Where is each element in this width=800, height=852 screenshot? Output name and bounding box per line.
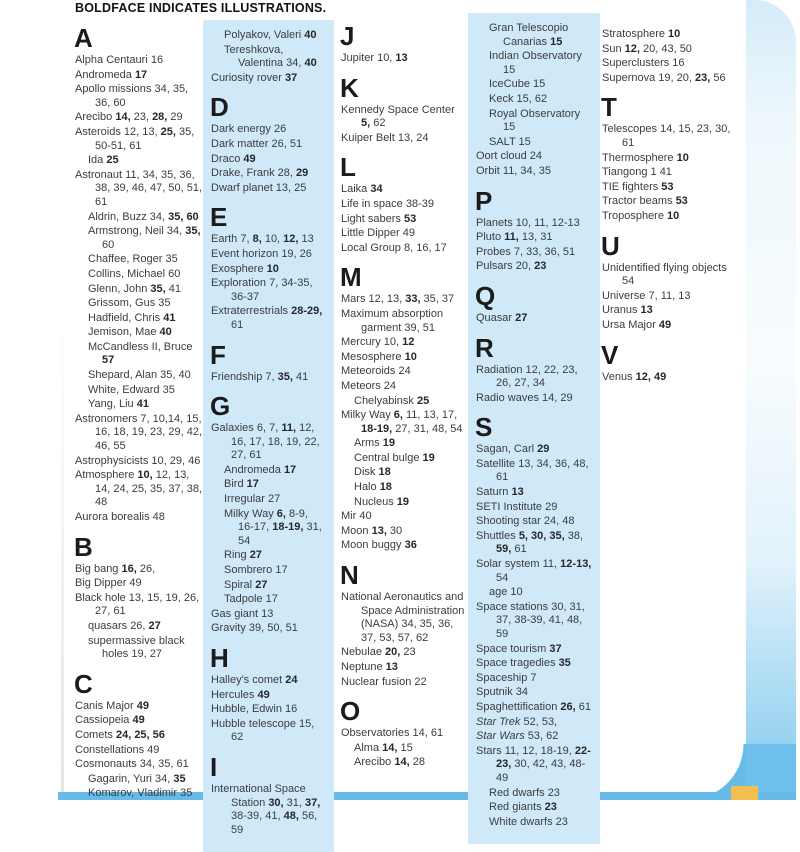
index-entry: Maximum absorption garment 39, 51 <box>341 307 444 334</box>
index-entry: Little Dipper 49 <box>341 227 415 240</box>
index-entry: Chelyabinsk 25 <box>354 394 430 407</box>
index-entry: Jemison, Mae 40 <box>88 326 172 339</box>
index-entry: Friendship 7, 35, 41 <box>211 370 309 383</box>
index-entry: Stars 11, 12, 18-19, 22-23, 30, 42, 43, 48-49 <box>476 744 591 784</box>
letter-heading-b: B <box>74 531 93 562</box>
index-entry: Chaffee, Roger 35 <box>88 253 178 266</box>
index-entry: International Space Station 30, 31, 37, 38-39, 41, 48, 56, 59 <box>211 782 321 836</box>
index-entry: Radio waves 14, 29 <box>476 391 573 404</box>
index-entry: Canis Major 49 <box>75 699 149 712</box>
index-entry: Pulsars 20, 23 <box>476 260 547 273</box>
index-column-5 <box>602 28 742 385</box>
index-entry: Armstrong, Neil 34, 35, 60 <box>88 225 201 251</box>
index-entry: Jupiter 10, 13 <box>341 52 408 64</box>
index-entry: SALT 15 <box>489 135 531 148</box>
index-entry: Superclusters 16 <box>602 57 685 70</box>
index-entry: Shuttles 5, 30, 35, 38, 59, 61 <box>476 529 584 556</box>
index-entry: Gagarin, Yuri 34, 35 <box>88 772 186 785</box>
index-entry: Moon buggy 36 <box>341 539 417 552</box>
index-entry: Galaxies 6, 7, 11, 12, 16, 17, 18, 19, 22, 27, 61 <box>211 422 320 462</box>
index-entry: Komarov, Vladimir 35 <box>88 787 193 800</box>
index-entry: Meteors 24 <box>341 379 397 392</box>
index-entry: Aldrin, Buzz 34, 35, 60 <box>88 210 199 223</box>
index-entry: IceCube 15 <box>489 78 546 91</box>
index-entry: Atmosphere 10, 12, 13, 14, 24, 25, 35, 37, 38, 48 <box>75 469 203 509</box>
index-entry: Constellations 49 <box>75 743 160 756</box>
index-entry: Sputnik 34 <box>476 686 528 699</box>
index-entry: Comets 24, 25, 56 <box>75 728 165 741</box>
index-entry: Event horizon 19, 26 <box>211 247 312 260</box>
index-entry: Mars 12, 13, 33, 35, 37 <box>341 293 455 306</box>
index-entry: Astronomers 7, 10,14, 15, 16, 18, 19, 23, 29, 42, 46, 55 <box>75 412 203 453</box>
letter-heading-g: G <box>210 391 231 422</box>
index-entry: Supernova 19, 20, 23, 56 <box>602 71 726 84</box>
index-entry: Arecibo 14, 23, 28, 29 <box>75 111 183 124</box>
index-column-3 <box>341 22 466 771</box>
index-entry: Asteroids 12, 13, 25, 35, 50-51, 61 <box>75 125 195 152</box>
index-entry: Dwarf planet 13, 25 <box>211 181 307 194</box>
index-entry: Arecibo 14, 28 <box>354 756 425 769</box>
index-entry: Solar system 11, 12-13, 54 <box>476 558 592 584</box>
letter-heading-k: K <box>340 72 359 103</box>
index-entry: Star Trek 52, 53, <box>476 715 558 728</box>
index-entry: Exosphere 10 <box>211 262 279 275</box>
index-entry: Keck 15, 62 <box>489 92 548 105</box>
letter-heading-u: U <box>601 230 620 261</box>
index-entry: Hubble, Edwin 16 <box>211 703 298 716</box>
index-entry: Mercury 10, 12 <box>341 336 415 349</box>
index-entry: Tadpole 17 <box>224 593 278 606</box>
index-entry: Earth 7, 8, 10, 12, 13 <box>211 233 314 246</box>
letter-heading-o: O <box>340 696 361 727</box>
index-entry: Gas giant 13 <box>211 607 274 620</box>
letter-heading-m: M <box>340 262 362 293</box>
index-entry: Radiation 12, 22, 23, 26, 27, 34 <box>476 363 578 390</box>
letter-heading-l: L <box>340 152 356 183</box>
index-entry: Life in space 38-39 <box>341 197 434 210</box>
index-entry: Neptune 13 <box>341 661 398 673</box>
index-entry: age 10 <box>489 586 523 599</box>
index-entry: Grissom, Gus 35 <box>88 297 171 310</box>
index-entry: Dark energy 26 <box>211 123 287 136</box>
index-entry: Sombrero 17 <box>224 564 288 577</box>
index-entry: Sun 12, 20, 43, 50 <box>602 42 692 55</box>
index-entry: Arms 19 <box>354 437 395 450</box>
index-entry: Drake, Frank 28, 29 <box>211 167 309 180</box>
index-entry: Telescopes 14, 15, 23, 30, 61 <box>602 123 731 149</box>
index-entry: Andromeda 17 <box>75 68 148 81</box>
index-entry: Royal Observatory 15 <box>489 107 581 134</box>
index-entry: Meteoroids 24 <box>341 365 411 378</box>
index-entry: White dwarfs 23 <box>489 815 568 828</box>
index-entry: Orbit 11, 34, 35 <box>476 164 552 177</box>
index-entry: Light sabers 53 <box>341 212 417 225</box>
index-entry: Ring 27 <box>224 549 262 562</box>
index-column-2 <box>203 20 334 852</box>
index-entry: Irregular 27 <box>224 493 281 506</box>
index-entry: Draco 49 <box>211 152 256 165</box>
index-entry: Saturn 13 <box>476 486 524 499</box>
index-entry: Space tourism 37 <box>476 642 562 655</box>
index-entry: Andromeda 17 <box>224 463 297 476</box>
letter-heading-r: R <box>475 332 494 363</box>
index-entry: Kennedy Space Center 5, 62 <box>341 103 455 130</box>
index-entry: Observatories 14, 61 <box>341 727 444 740</box>
index-entry: Halo 18 <box>354 481 392 494</box>
index-entry: Collins, Michael 60 <box>88 267 181 280</box>
index-entry: Milky Way 6, 11, 13, 17, 18-19, 27, 31, 48, 54 <box>341 409 463 435</box>
index-entry: Exploration 7, 34-35, 36-37 <box>211 277 313 303</box>
index-entry: Gravity 39, 50, 51 <box>211 622 298 635</box>
index-entry: supermassive black holes 19, 27 <box>88 634 185 661</box>
index-entry: Satellite 13, 34, 36, 48, 61 <box>476 457 589 484</box>
index-entry: Astronaut 11, 34, 35, 36, 38, 39, 46, 47, 50, 51, 61 <box>75 168 203 208</box>
index-column-2-panel <box>203 20 334 852</box>
letter-heading-a: A <box>74 23 93 53</box>
index-entry: Tiangong 1 41 <box>602 166 672 179</box>
index-entry: Glenn, John 35, 41 <box>88 282 181 295</box>
index-entry: Milky Way 6, 8-9, 16-17, 18-19, 31, 54 <box>224 507 322 547</box>
index-entry: Venus 12, 49 <box>602 370 667 383</box>
index-entry: Dark matter 26, 51 <box>211 137 303 150</box>
index-entry: Cassiopeia 49 <box>75 714 145 727</box>
index-entry: Extraterrestrials 28-29, 61 <box>211 305 323 331</box>
index-entry: Big bang 16, 26, <box>75 562 156 575</box>
index-entry: Uranus 13 <box>602 304 653 317</box>
index-entry: Probes 7, 33, 36, 51 <box>476 245 576 258</box>
letter-heading-t: T <box>601 92 617 123</box>
index-entry: Nebulae 20, 23 <box>341 646 416 659</box>
letter-heading-p: P <box>475 185 493 216</box>
index-entry: Sagan, Carl 29 <box>476 443 550 456</box>
index-entry: Planets 10, 11, 12-13 <box>476 216 580 229</box>
index-entry: Black hole 13, 15, 19, 26, 27, 61 <box>75 591 200 618</box>
index-entry: Pluto 11, 13, 31 <box>476 231 553 244</box>
letter-heading-j: J <box>340 21 355 51</box>
index-entry: McCandless II, Bruce 57 <box>88 340 193 367</box>
index-entry: Ursa Major 49 <box>602 318 672 331</box>
letter-heading-d: D <box>210 92 229 123</box>
index-entry: TIE fighters 53 <box>602 180 674 193</box>
page-gutter-shadow <box>61 300 64 792</box>
index-entry: Apollo missions 34, 35, 36, 60 <box>75 83 189 109</box>
index-entry: Red giants 23 <box>489 801 557 814</box>
index-entry: Tractor beams 53 <box>602 195 688 208</box>
index-entry: Alma 14, 15 <box>354 741 413 754</box>
index-entry: Gran Telescopio Canarias 15 <box>489 22 569 48</box>
index-entry: White, Edward 35 <box>88 383 175 396</box>
index-entry: Central bulge 19 <box>354 451 435 464</box>
index-entry: quasars 26, 27 <box>88 619 161 632</box>
index-entry: Quasar 27 <box>476 311 528 324</box>
index-entry: Bird 17 <box>224 478 259 491</box>
index-entry: Nucleus 19 <box>354 495 410 508</box>
index-entry: Stratosphere 10 <box>602 28 681 40</box>
index-entry: Shooting star 24, 48 <box>476 515 575 528</box>
index-entry: National Aeronautics and Space Administration (NASA) 34, 35, 36, 37, 53, 57, 62 <box>341 591 465 644</box>
index-entry: Tereshkova, Valentina 34, 40 <box>224 43 317 70</box>
letter-heading-n: N <box>340 560 359 591</box>
letter-heading-v: V <box>601 339 619 370</box>
index-entry: Polyakov, Valeri 40 <box>224 29 317 41</box>
cover-accent-tab <box>731 786 758 800</box>
index-entry: Space stations 30, 31, 37, 38-39, 41, 48, 59 <box>476 600 585 640</box>
index-entry: Mir 40 <box>341 510 372 523</box>
index-entry: Spaceship 7 <box>476 671 537 684</box>
index-column-4-panel <box>468 13 600 844</box>
index-entry: Spaghettification 26, 61 <box>476 700 591 713</box>
index-entry: Moon 13, 30 <box>341 524 403 537</box>
index-entry: Mesosphere 10 <box>341 350 417 363</box>
letter-heading-q: Q <box>475 280 496 311</box>
index-entry: Hadfield, Chris 41 <box>88 311 176 324</box>
book-page-edge <box>746 0 796 800</box>
index-entry: SETI Institute 29 <box>476 500 558 513</box>
index-entry: Thermosphere 10 <box>602 151 689 164</box>
letter-heading-h: H <box>210 643 229 673</box>
index-entry: Universe 7, 11, 13 <box>602 289 691 302</box>
index-entry: Space tragedies 35 <box>476 657 571 670</box>
index-entry: Curiosity rover 37 <box>211 71 298 84</box>
index-entry: Indian Observatory 15 <box>489 50 582 76</box>
index-entry: Halley's comet 24 <box>211 674 298 686</box>
index-entry: Alpha Centauri 16 <box>75 54 164 66</box>
letter-heading-i: I <box>210 751 218 782</box>
index-entry: Oort cloud 24 <box>476 150 543 163</box>
index-entry: Disk 18 <box>354 466 391 479</box>
index-entry: Hercules 49 <box>211 688 270 701</box>
index-entry: Shepard, Alan 35, 40 <box>88 369 191 382</box>
index-entry: Local Group 8, 16, 17 <box>341 241 447 254</box>
index-entry: Cosmonauts 34, 35, 61 <box>75 758 189 771</box>
index-entry: Laika 34 <box>341 183 383 196</box>
index-entry: Red dwarfs 23 <box>489 786 560 799</box>
letter-heading-c: C <box>74 668 93 699</box>
index-entry: Nuclear fusion 22 <box>341 675 427 688</box>
index-entry: Spiral 27 <box>224 578 268 591</box>
letter-heading-e: E <box>210 202 228 233</box>
boldface-note: BOLDFACE INDICATES ILLUSTRATIONS. <box>75 1 327 15</box>
index-entry: Hubble telescope 15, 62 <box>211 717 315 744</box>
index-entry: Yang, Liu 41 <box>88 398 149 411</box>
index-entry: Big Dipper 49 <box>75 577 142 590</box>
index-column-1 <box>75 24 203 802</box>
index-column-4 <box>468 13 600 844</box>
index-entry: Kuiper Belt 13, 24 <box>341 131 429 144</box>
letter-heading-s: S <box>475 412 493 443</box>
index-entry: Ida 25 <box>88 154 119 167</box>
index-entry: Unidentified flying objects 54 <box>602 261 727 288</box>
index-entry: Troposphere 10 <box>602 209 680 222</box>
letter-heading-f: F <box>210 339 226 370</box>
index-entry: Astrophysicists 10, 29, 46 <box>75 454 201 467</box>
index-entry: Aurora borealis 48 <box>75 511 165 523</box>
index-entry: Star Wars 53, 62 <box>476 730 559 743</box>
